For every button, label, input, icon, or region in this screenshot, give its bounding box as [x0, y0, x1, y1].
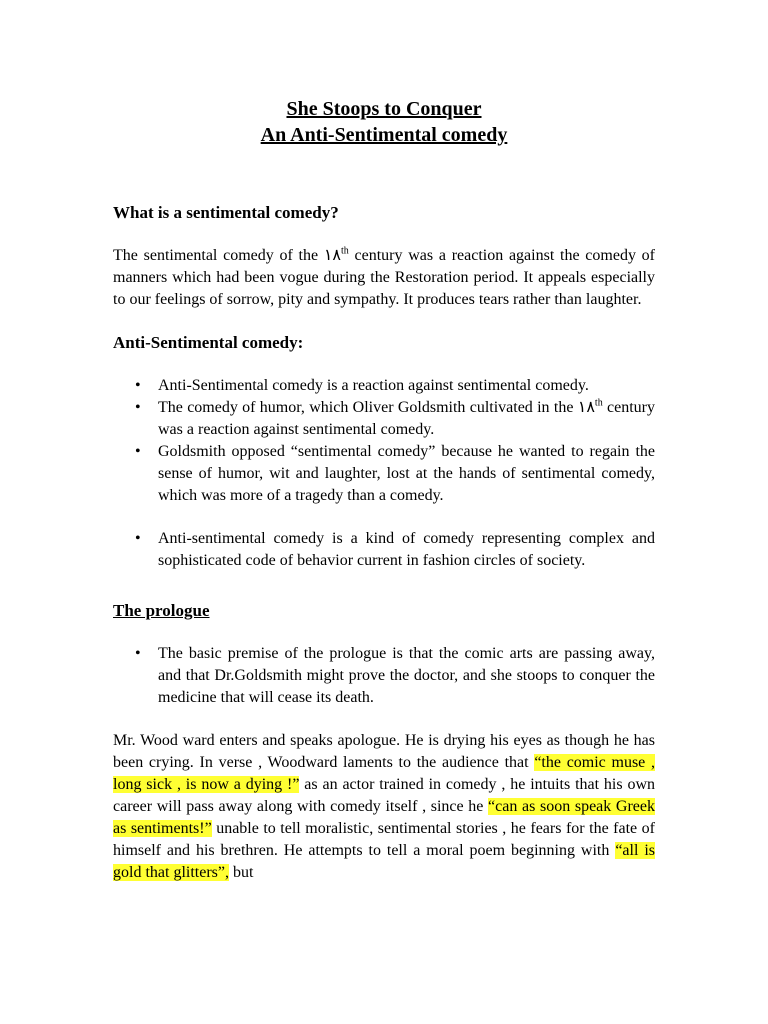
ordinal-suffix: th [341, 245, 349, 257]
anti-sentimental-list-continued [113, 528, 655, 572]
text-run: The comedy of humor, which Oliver Goldsmith cultivated in the [158, 399, 578, 416]
highlighted-quote: “can as soon speak Greek as sentiments!” [113, 798, 656, 837]
list-item: • Anti-Sentimental comedy is a reaction against sentimental comedy. [158, 375, 655, 397]
paragraph-sentimental-definition [113, 245, 655, 311]
text-run: as an actor trained in comedy , he intuits that his own career will pass away along with comedy itself , since he [113, 776, 655, 815]
title-block [113, 96, 655, 148]
paragraph-prologue-summary [113, 730, 655, 884]
list-item: • Anti-sentimental comedy is a kind of comedy representing complex and sophisticated code of behavior current in fashion circles of society. [158, 528, 655, 572]
text-run: century was a reaction against sentimental comedy. [158, 399, 655, 438]
highlighted-quote: “the comic muse , long sick , is now a dying !” [113, 754, 656, 793]
text-run: unable to tell moralistic, sentimental stories , he fears for the fate of himself and his brethren. He attempts to tell a moral poem beginning with [113, 820, 655, 859]
document-subtitle: An Anti-Sentimental comedy [260, 124, 508, 146]
prologue-list [113, 643, 655, 709]
list-item: • The basic premise of the prologue is that the comic arts are passing away, and that Dr.Goldsmith might prove the doctor, and she stoops to conquer the medicine that will cease its death. [158, 643, 655, 709]
text-run: The sentimental comedy of the [113, 247, 324, 264]
anti-sentimental-list [113, 375, 655, 507]
text-run: century was a reaction against the comedy of manners which had been vogue during the Restoration period. It appeals especially to our feelings of sorrow, pity and sympathy. It produces tears rather than laughter. [113, 247, 655, 308]
text-run: but [228, 864, 254, 881]
heading-what-is-sentimental: What is a sentimental comedy? [113, 203, 339, 222]
century-number: ١٨ [323, 247, 342, 264]
heading-anti-sentimental: Anti-Sentimental comedy: [113, 333, 304, 352]
list-item: • Goldsmith opposed “sentimental comedy” because he wanted to regain the sense of humor, wit and laughter, lost at the hands of sentimental comedy, which was more of a tragedy than a comedy. [158, 441, 655, 507]
highlighted-quote: “all is gold that glitters”, [113, 842, 656, 881]
heading-prologue: The prologue [113, 601, 210, 620]
ordinal-suffix: th [594, 397, 603, 409]
century-number: ١٨ [577, 399, 595, 416]
document-title: She Stoops to Conquer [286, 98, 482, 120]
text-run: Mr. Wood ward enters and speaks apologue. He is drying his eyes as though he has been crying. In verse , Woodward laments to the audience that [113, 732, 655, 771]
list-item [158, 397, 655, 441]
